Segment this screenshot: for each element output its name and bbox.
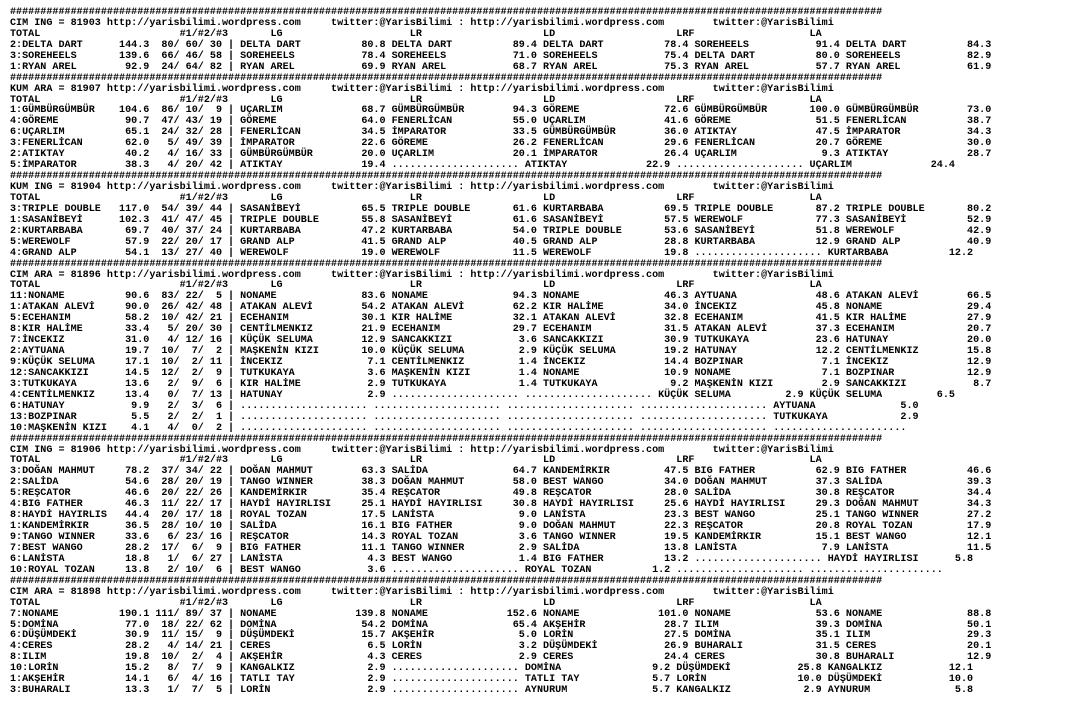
horse-row: 2:AYTUANA 19.7 10/ 7/ 2 | MAŞKENİN KIZI 10.0 KÜÇÜK SELUMA 2.9 KÜÇÜK SELUMA 19.2 HATUNAY 12.2 CENTİLMENKIZ 15.8 xyxy=(10,346,992,358)
horse-row: 3:TUTKUKAYA 13.6 2/ 9/ 6 | KIR HALİME 2.9 TUTKUKAYA 1.4 TUTKUKAYA 9.2 MAŞKENİN KIZI 2.9 SANCAKKIZI 8.7 xyxy=(10,378,992,390)
section-separator: ################################################################################################################################################ xyxy=(10,433,883,445)
horse-row: 10:ROYAL TOZAN 13.8 2/ 10/ 6 | BEST WANGO 3.6 ..................... ROYAL TOZAN 1.2 ..................... ...................... xyxy=(10,564,943,576)
horse-row: 6:LANİSTA 18.8 1/ 6/ 27 | LANİSTA 4.3 BEST WANGO 1.4 BIG FATHER 13.2 ..................... HAYDİ HAYIRLISI 5.8 xyxy=(10,553,974,565)
horse-row: 1:GÜMBÜRGÜMBÜR 104.6 86/ 10/ 9 | UÇARLIM 68.7 GÜMBÜRGÜMBÜR 94.3 GÖREME 72.6 GÜMBÜRGÜMBÜR 100.0 GÜMBÜRGÜMBÜR 73.0 xyxy=(10,105,992,117)
horse-row: 5:DOMİNA 77.0 18/ 22/ 62 | DOMİNA 54.2 DOMİNA 65.4 AKŞEHİR 28.7 ILIM 39.3 DOMİNA 50.1 xyxy=(10,619,992,631)
column-headers: TOTAL #1/#2/#3 LG LR LD LRF LA xyxy=(10,597,822,609)
horse-row: 8:ILIM 19.8 10/ 2/ 4 | AKŞEHİR 4.3 CERES 2.9 CERES 24.4 CERES 30.8 BUHARALI 12.9 xyxy=(10,652,992,664)
race-header: CIM ING = 81903 http://yarisbilimi.wordpress.com twitter:@YarisBilimi : http://yarisbilimi.wordpress.com twitter:@YarisBilimi xyxy=(10,17,834,29)
horse-row: 6:DÜŞÜMDEKİ 30.9 11/ 15/ 9 | DÜŞÜMDEKİ 15.7 AKŞEHİR 5.0 LORİN 27.5 DOMİNA 35.1 ILIM 29.3 xyxy=(10,630,992,642)
horse-row: 1:ATAKAN ALEVİ 90.0 26/ 42/ 48 | ATAKAN ALEVİ 54.2 ATAKAN ALEVİ 62.2 KIR HALİME 34.0 İNCEKIZ 45.8 NONAME 29.4 xyxy=(10,302,992,314)
horse-row: 4:BIG FATHER 46.3 11/ 22/ 17 | HAYDİ HAYIRLISI 25.1 HAYDİ HAYIRLISI 30.8 HAYDİ HAYIRLISI 25.6 HAYDİ HAYIRLISI 29.3 DOĞAN MAHMUT 34.3 xyxy=(10,499,992,511)
horse-row: 4:CENTİLMENKIZ 13.4 0/ 7/ 13 | HATUNAY 2.9 ..................... ..................... KÜÇÜK SELUMA 2.9 KÜÇÜK SELUMA 6.5 xyxy=(10,389,955,401)
horse-row: 1:SASANİBEYİ 102.3 41/ 47/ 45 | TRIPLE DOUBLE 55.8 SASANİBEYİ 61.6 SASANİBEYİ 57.5 WEREWOLF 77.3 SASANİBEYİ 52.9 xyxy=(10,214,992,226)
horse-row: 3:BUHARALI 13.3 1/ 7/ 5 | LORİN 2.9 ..................... AYNURUM 5.7 KANGALKIZ 2.9 AYNURUM 5.8 xyxy=(10,685,974,697)
horse-row: 3:TRIPLE DOUBLE 117.0 54/ 39/ 44 | SASANİBEYİ 65.5 TRIPLE DOUBLE 61.6 KURTARBABA 69.5 TRIPLE DOUBLE 87.2 TRIPLE DOUBLE 80.2 xyxy=(10,203,992,215)
horse-row: 8:HAYDİ HAYIRLIS 44.4 20/ 17/ 18 | ROYAL TOZAN 17.5 LANİSTA 9.0 LANİSTA 23.3 BEST WANGO 25.1 TANGO WINNER 27.2 xyxy=(10,510,992,522)
section-separator: ################################################################################################################################################ xyxy=(10,171,883,183)
horse-row: 4:GRAND ALP 54.1 13/ 27/ 40 | WEREWOLF 19.0 WEREWOLF 11.5 WEREWOLF 19.8 ..................... KURTARBABA 12.2 xyxy=(10,247,974,259)
race-header: KUM ARA = 81907 http://yarisbilimi.wordpress.com twitter:@YarisBilimi : http://yarisbilimi.wordpress.com twitter:@YarisBilimi xyxy=(10,83,834,95)
horse-row: 5:İMPARATOR 38.3 4/ 20/ 42 | ATIKTAY 19.4 ..................... ATIKTAY 22.9 ..................... UÇARLIM 24.4 xyxy=(10,160,955,172)
horse-row: 1:AKŞEHİR 14.1 6/ 4/ 16 | TATLI TAY 2.9 ..................... TATLI TAY 5.7 LORİN 10.0 DÜŞÜMDEKİ 10.0 xyxy=(10,674,974,686)
horse-row: 2:KURTARBABA 69.7 40/ 37/ 24 | KURTARBABA 47.2 KURTARBABA 54.0 TRIPLE DOUBLE 53.6 SASANİBEYİ 51.8 WEREWOLF 42.9 xyxy=(10,225,992,237)
section-separator: ################################################################################################################################################ xyxy=(10,575,883,587)
horse-row: 1:RYAN AREL 92.9 24/ 64/ 82 | RYAN AREL 69.9 RYAN AREL 68.7 RYAN AREL 75.3 RYAN AREL 57.7 RYAN AREL 61.9 xyxy=(10,61,992,73)
horse-row: 3:SOREHEELS 139.6 66/ 46/ 58 | SOREHEELS 78.4 SOREHEELS 71.0 SOREHEELS 75.4 DELTA DART 80.0 SOREHEELS 82.9 xyxy=(10,50,992,62)
race-header: CIM ARA = 81898 http://yarisbilimi.wordpress.com twitter:@YarisBilimi : http://yarisbilimi.wordpress.com twitter:@YarisBilimi xyxy=(10,586,834,598)
horse-row: 7:İNCEKIZ 31.0 4/ 12/ 16 | KÜÇÜK SELUMA 12.9 SANCAKKIZI 3.6 SANCAKKIZI 30.9 TUTKUKAYA 23.6 HATUNAY 20.0 xyxy=(10,335,992,347)
horse-row: 12:SANCAKKIZI 14.5 12/ 2/ 9 | TUTKUKAYA 3.6 MAŞKENİN KIZI 1.4 NONAME 10.9 NONAME 7.1 BOZPINAR 12.9 xyxy=(10,367,992,379)
horse-row: 7:BEST WANGO 28.2 17/ 6/ 9 | BIG FATHER 11.1 TANGO WINNER 2.9 SALİDA 13.8 LANİSTA 7.9 LANİSTA 11.5 xyxy=(10,542,992,554)
horse-row: 3:FENERLİCAN 62.0 5/ 49/ 39 | İMPARATOR 22.6 GÖREME 26.2 FENERLİCAN 29.6 FENERLİCAN 20.7 GÖREME 30.0 xyxy=(10,138,992,150)
section-separator: ################################################################################################################################################ xyxy=(10,7,883,18)
race-header: KUM ING = 81904 http://yarisbilimi.wordpress.com twitter:@YarisBilimi : http://yarisbilimi.wordpress.com twitter:@YarisBilimi xyxy=(10,182,834,193)
horse-row: 2:DELTA DART 144.3 80/ 60/ 30 | DELTA DART 80.8 DELTA DART 89.4 DELTA DART 78.4 SOREHEELS 91.4 DELTA DART 84.3 xyxy=(10,39,992,51)
horse-row: 10:LORİN 15.2 8/ 7/ 9 | KANGALKIZ 2.9 ..................... DOMİNA 9.2 DÜŞÜMDEKİ 25.8 KANGALKIZ 12.1 xyxy=(10,663,974,675)
horse-row: 9:TANGO WINNER 33.6 6/ 23/ 16 | REŞCATOR 14.3 ROYAL TOZAN 3.6 TANGO WINNER 19.5 KANDEMİRKIR 15.1 BEST WANGO 12.1 xyxy=(10,532,992,543)
column-headers: TOTAL #1/#2/#3 LG LR LD LRF LA xyxy=(10,280,822,292)
horse-row: 8:KIR HALİME 33.4 5/ 20/ 30 | CENTİLMENKIZ 21.9 ECEHANIM 29.7 ECEHANIM 31.5 ATAKAN ALEVİ 37.3 ECEHANIM 20.7 xyxy=(10,324,992,336)
column-headers: TOTAL #1/#2/#3 LG LR LD LRF LA xyxy=(10,94,822,106)
section-separator: ################################################################################################################################################ xyxy=(10,72,883,84)
horse-row: 2:ATIKTAY 40.2 4/ 16/ 33 | GÜMBÜRGÜMBÜR 20.0 UÇARLIM 20.1 İMPARATOR 26.4 UÇARLIM 9.3 ATIKTAY 28.7 xyxy=(10,149,992,161)
section-separator: ################################################################################################################################################ xyxy=(10,258,883,270)
column-headers: TOTAL #1/#2/#3 LG LR LD LRF LA xyxy=(10,192,822,204)
horse-row: 13:BOZPINAR 5.5 2/ 2/ 1 | ..................... ..................... ..................... ..................... TUTKUKAYA 2.9 xyxy=(10,411,919,423)
horse-row: 1:KANDEMİRKIR 36.5 28/ 10/ 10 | SALİDA 16.1 BIG FATHER 9.0 DOĞAN MAHMUT 22.3 REŞCATOR 20.8 ROYAL TOZAN 17.9 xyxy=(10,521,992,533)
horse-row: 3:DOĞAN MAHMUT 78.2 37/ 34/ 22 | DOĞAN MAHMUT 63.3 SALİDA 64.7 KANDEMİRKIR 47.5 BIG FATHER 62.9 BIG FATHER 46.6 xyxy=(10,466,992,478)
race-header: CIM ING = 81906 http://yarisbilimi.wordpress.com twitter:@YarisBilimi : http://yarisbilimi.wordpress.com twitter:@YarisBilimi xyxy=(10,444,834,456)
horse-row: 4:GÖREME 90.7 47/ 43/ 19 | GÖREME 64.0 FENERLİCAN 55.0 UÇARLIM 41.6 GÖREME 51.5 FENERLİCAN 38.7 xyxy=(10,116,992,128)
column-headers: TOTAL #1/#2/#3 LG LR LD LRF LA xyxy=(10,455,822,467)
horse-row: 5:REŞCATOR 46.6 20/ 22/ 26 | KANDEMİRKIR 35.4 REŞCATOR 49.8 REŞCATOR 28.0 SALİDA 30.8 REŞCATOR 34.4 xyxy=(10,488,992,500)
horse-row: 11:NONAME 90.6 83/ 22/ 5 | NONAME 83.6 NONAME 94.3 NONAME 46.3 AYTUANA 48.6 ATAKAN ALEVİ 66.5 xyxy=(10,291,992,303)
horse-row: 6:UÇARLIM 65.1 24/ 32/ 28 | FENERLİCAN 34.5 İMPARATOR 33.5 GÜMBÜRGÜMBÜR 36.0 ATIKTAY 47.5 İMPARATOR 34.3 xyxy=(10,127,992,139)
horse-row: 10:MAŞKENİN KIZI 4.1 4/ 0/ 2 | ..................... ..................... ..................... ..................... ...................... xyxy=(10,422,907,434)
horse-row: 2:SALİDA 54.6 28/ 20/ 19 | TANGO WINNER 38.3 DOĞAN MAHMUT 58.0 BEST WANGO 34.0 DOĞAN MAHMUT 37.3 SALİDA 39.3 xyxy=(10,477,992,489)
horse-row: 7:NONAME 190.1 111/ 89/ 37 | NONAME 139.8 NONAME 152.6 NONAME 101.0 NONAME 53.6 NONAME 88.8 xyxy=(10,608,992,620)
horse-row: 6:HATUNAY 9.9 2/ 3/ 6 | ..................... ..................... ..................... ..................... AYTUANA 5.0 xyxy=(10,400,919,412)
horse-row: 4:CERES 28.2 4/ 14/ 21 | CERES 6.5 LORİN 3.2 DÜŞÜMDEKİ 26.9 BUHARALI 31.5 CERES 20.1 xyxy=(10,641,992,653)
horse-row: 5:WEREWOLF 57.9 22/ 20/ 17 | GRAND ALP 41.5 GRAND ALP 40.5 GRAND ALP 28.8 KURTARBABA 12.9 GRAND ALP 40.9 xyxy=(10,236,992,248)
horse-row: 5:ECEHANIM 58.2 10/ 42/ 21 | ECEHANIM 30.1 KIR HALİME 32.1 ATAKAN ALEVİ 32.8 ECEHANIM 41.5 KIR HALİME 27.9 xyxy=(10,313,992,325)
race-header: CIM ARA = 81896 http://yarisbilimi.wordpress.com twitter:@YarisBilimi : http://yarisbilimi.wordpress.com twitter:@YarisBilimi xyxy=(10,269,834,281)
column-headers: TOTAL #1/#2/#3 LG LR LD LRF LA xyxy=(10,28,822,40)
horse-row: 9:KÜÇÜK SELUMA 17.1 10/ 2/ 11 | İNCEKIZ 7.1 CENTİLMENKIZ 1.4 İNCEKIZ 14.4 BOZPINAR 7.1 İNCEKIZ 12.9 xyxy=(10,357,992,368)
